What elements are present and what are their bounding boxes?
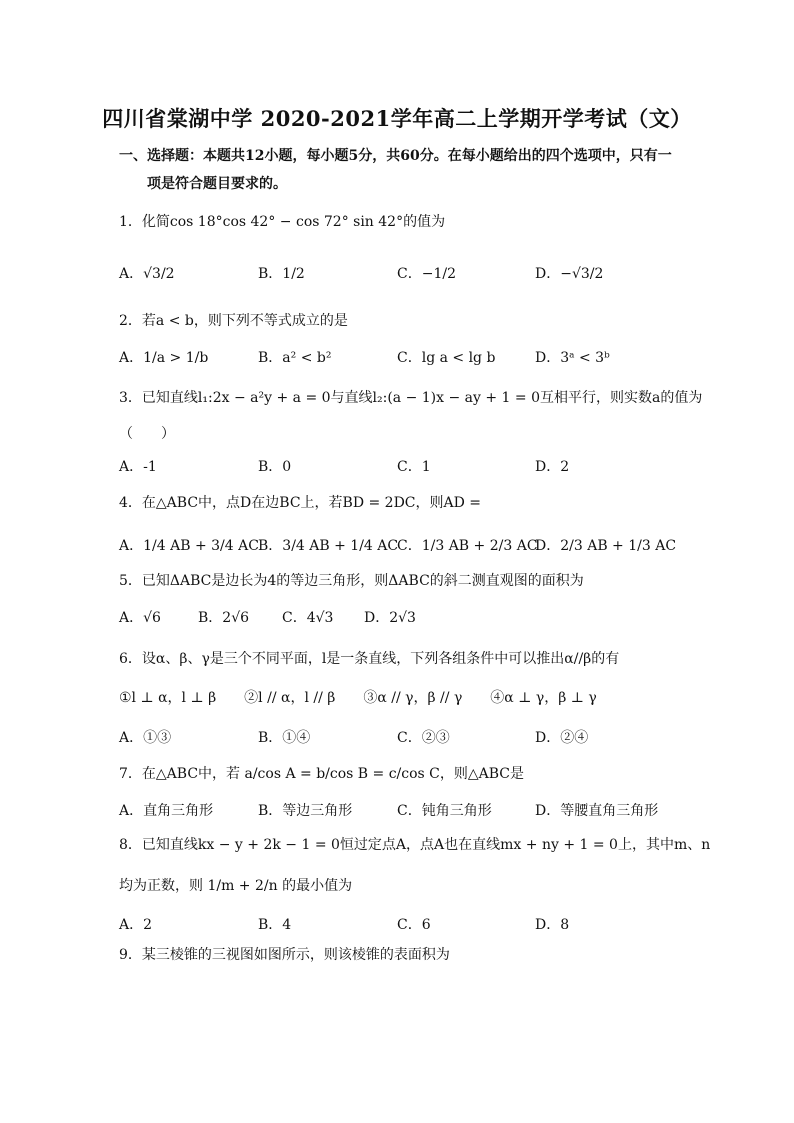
question-3-stem: 3．已知直线l₁:2x − a²y + a = 0与直线l₂:(a − 1)x − ay + 1 = 0互相平行，则实数a的值为 xyxy=(119,390,703,406)
question-5-option-b: B．2√6 xyxy=(198,610,250,626)
question-3-option-d: D．2 xyxy=(535,459,570,475)
question-4-option-c: C．1/3 AB + 2/3 AC xyxy=(397,538,538,554)
question-5-stem: 5．已知ΔABC是边长为4的等边三角形，则ΔABC的斜二测直观图的面积为 xyxy=(119,573,584,589)
question-2-option-d: D．3ᵃ < 3ᵇ xyxy=(535,350,610,366)
question-3-option-a: A．-1 xyxy=(119,459,157,475)
question-8-stem: 8．已知直线kx − y + 2k − 1 = 0恒过定点A，点A也在直线mx + ny + 1 = 0上，其中m、n xyxy=(119,837,711,853)
question-1-option-a: A．√3/2 xyxy=(119,266,175,282)
question-4-option-a: A．1/4 AB + 3/4 AC xyxy=(119,538,259,554)
question-1-option-c: C．−1/2 xyxy=(397,266,456,282)
question-6-option-d: D．②④ xyxy=(535,730,589,746)
question-7-stem: 7．在△ABC中，若 a/cos A = b/cos B = c/cos C，则△ABC是 xyxy=(119,766,525,782)
question-2-option-a: A．1/a > 1/b xyxy=(119,350,209,366)
question-3-option-b: B．0 xyxy=(258,459,292,475)
question-7-option-b: B．等边三角形 xyxy=(258,803,353,819)
question-6-conditions: ①l ⊥ α，l ⊥ β ②l // α，l // β ③α // γ，β // γ ④α ⊥ γ，β ⊥ γ xyxy=(119,690,597,706)
question-2-stem: 2．若a < b，则下列不等式成立的是 xyxy=(119,313,348,329)
question-4-stem: 4．在△ABC中，点D在边BC上，若BD = 2DC，则AD = xyxy=(119,495,482,511)
section-heading-cont: 项是符合题目要求的。 xyxy=(147,176,287,192)
question-6-option-a: A．①③ xyxy=(119,730,172,746)
question-8-option-b: B．4 xyxy=(258,917,292,933)
question-6-option-c: C．②③ xyxy=(397,730,450,746)
question-9-stem: 9．某三棱锥的三视图如图所示，则该棱锥的表面积为 xyxy=(119,947,450,963)
question-5-option-d: D．2√3 xyxy=(364,610,416,626)
question-3-stem-cont: （ ） xyxy=(119,426,175,442)
question-7-option-d: D．等腰直角三角形 xyxy=(535,803,659,819)
question-3-option-c: C．1 xyxy=(397,459,431,475)
question-1-option-d: D．−√3/2 xyxy=(535,266,604,282)
question-7-option-a: A．直角三角形 xyxy=(119,803,214,819)
question-1-stem: 1．化简cos 18°cos 42° − cos 72° sin 42°的值为 xyxy=(119,214,446,230)
question-5-option-c: C．4√3 xyxy=(282,610,334,626)
question-4-option-b: B．3/4 AB + 1/4 AC xyxy=(258,538,399,554)
question-8-option-a: A．2 xyxy=(119,917,153,933)
question-6-option-b: B．①④ xyxy=(258,730,311,746)
question-1-option-b: B．1/2 xyxy=(258,266,305,282)
question-6-stem: 6．设α、β、γ是三个不同平面，l是一条直线，下列各组条件中可以推出α//β的有 xyxy=(119,651,620,667)
question-4-option-d: D．2/3 AB + 1/3 AC xyxy=(535,538,677,554)
question-2-option-c: C．lg a < lg b xyxy=(397,350,496,366)
question-8-stem-cont: 均为正数，则 1/m + 2/n 的最小值为 xyxy=(119,878,353,894)
section-heading: 一、选择题：本题共12小题，每小题5分，共60分。在每小题给出的四个选项中，只有一 xyxy=(119,148,672,164)
question-8-option-c: C．6 xyxy=(397,917,431,933)
question-5-option-a: A．√6 xyxy=(119,610,161,626)
question-2-option-b: B．a² < b² xyxy=(258,350,332,366)
question-8-option-d: D．8 xyxy=(535,917,570,933)
question-7-option-c: C．钝角三角形 xyxy=(397,803,492,819)
page-title: 四川省棠湖中学 2020-2021学年高二上学期开学考试（文） xyxy=(102,106,692,131)
